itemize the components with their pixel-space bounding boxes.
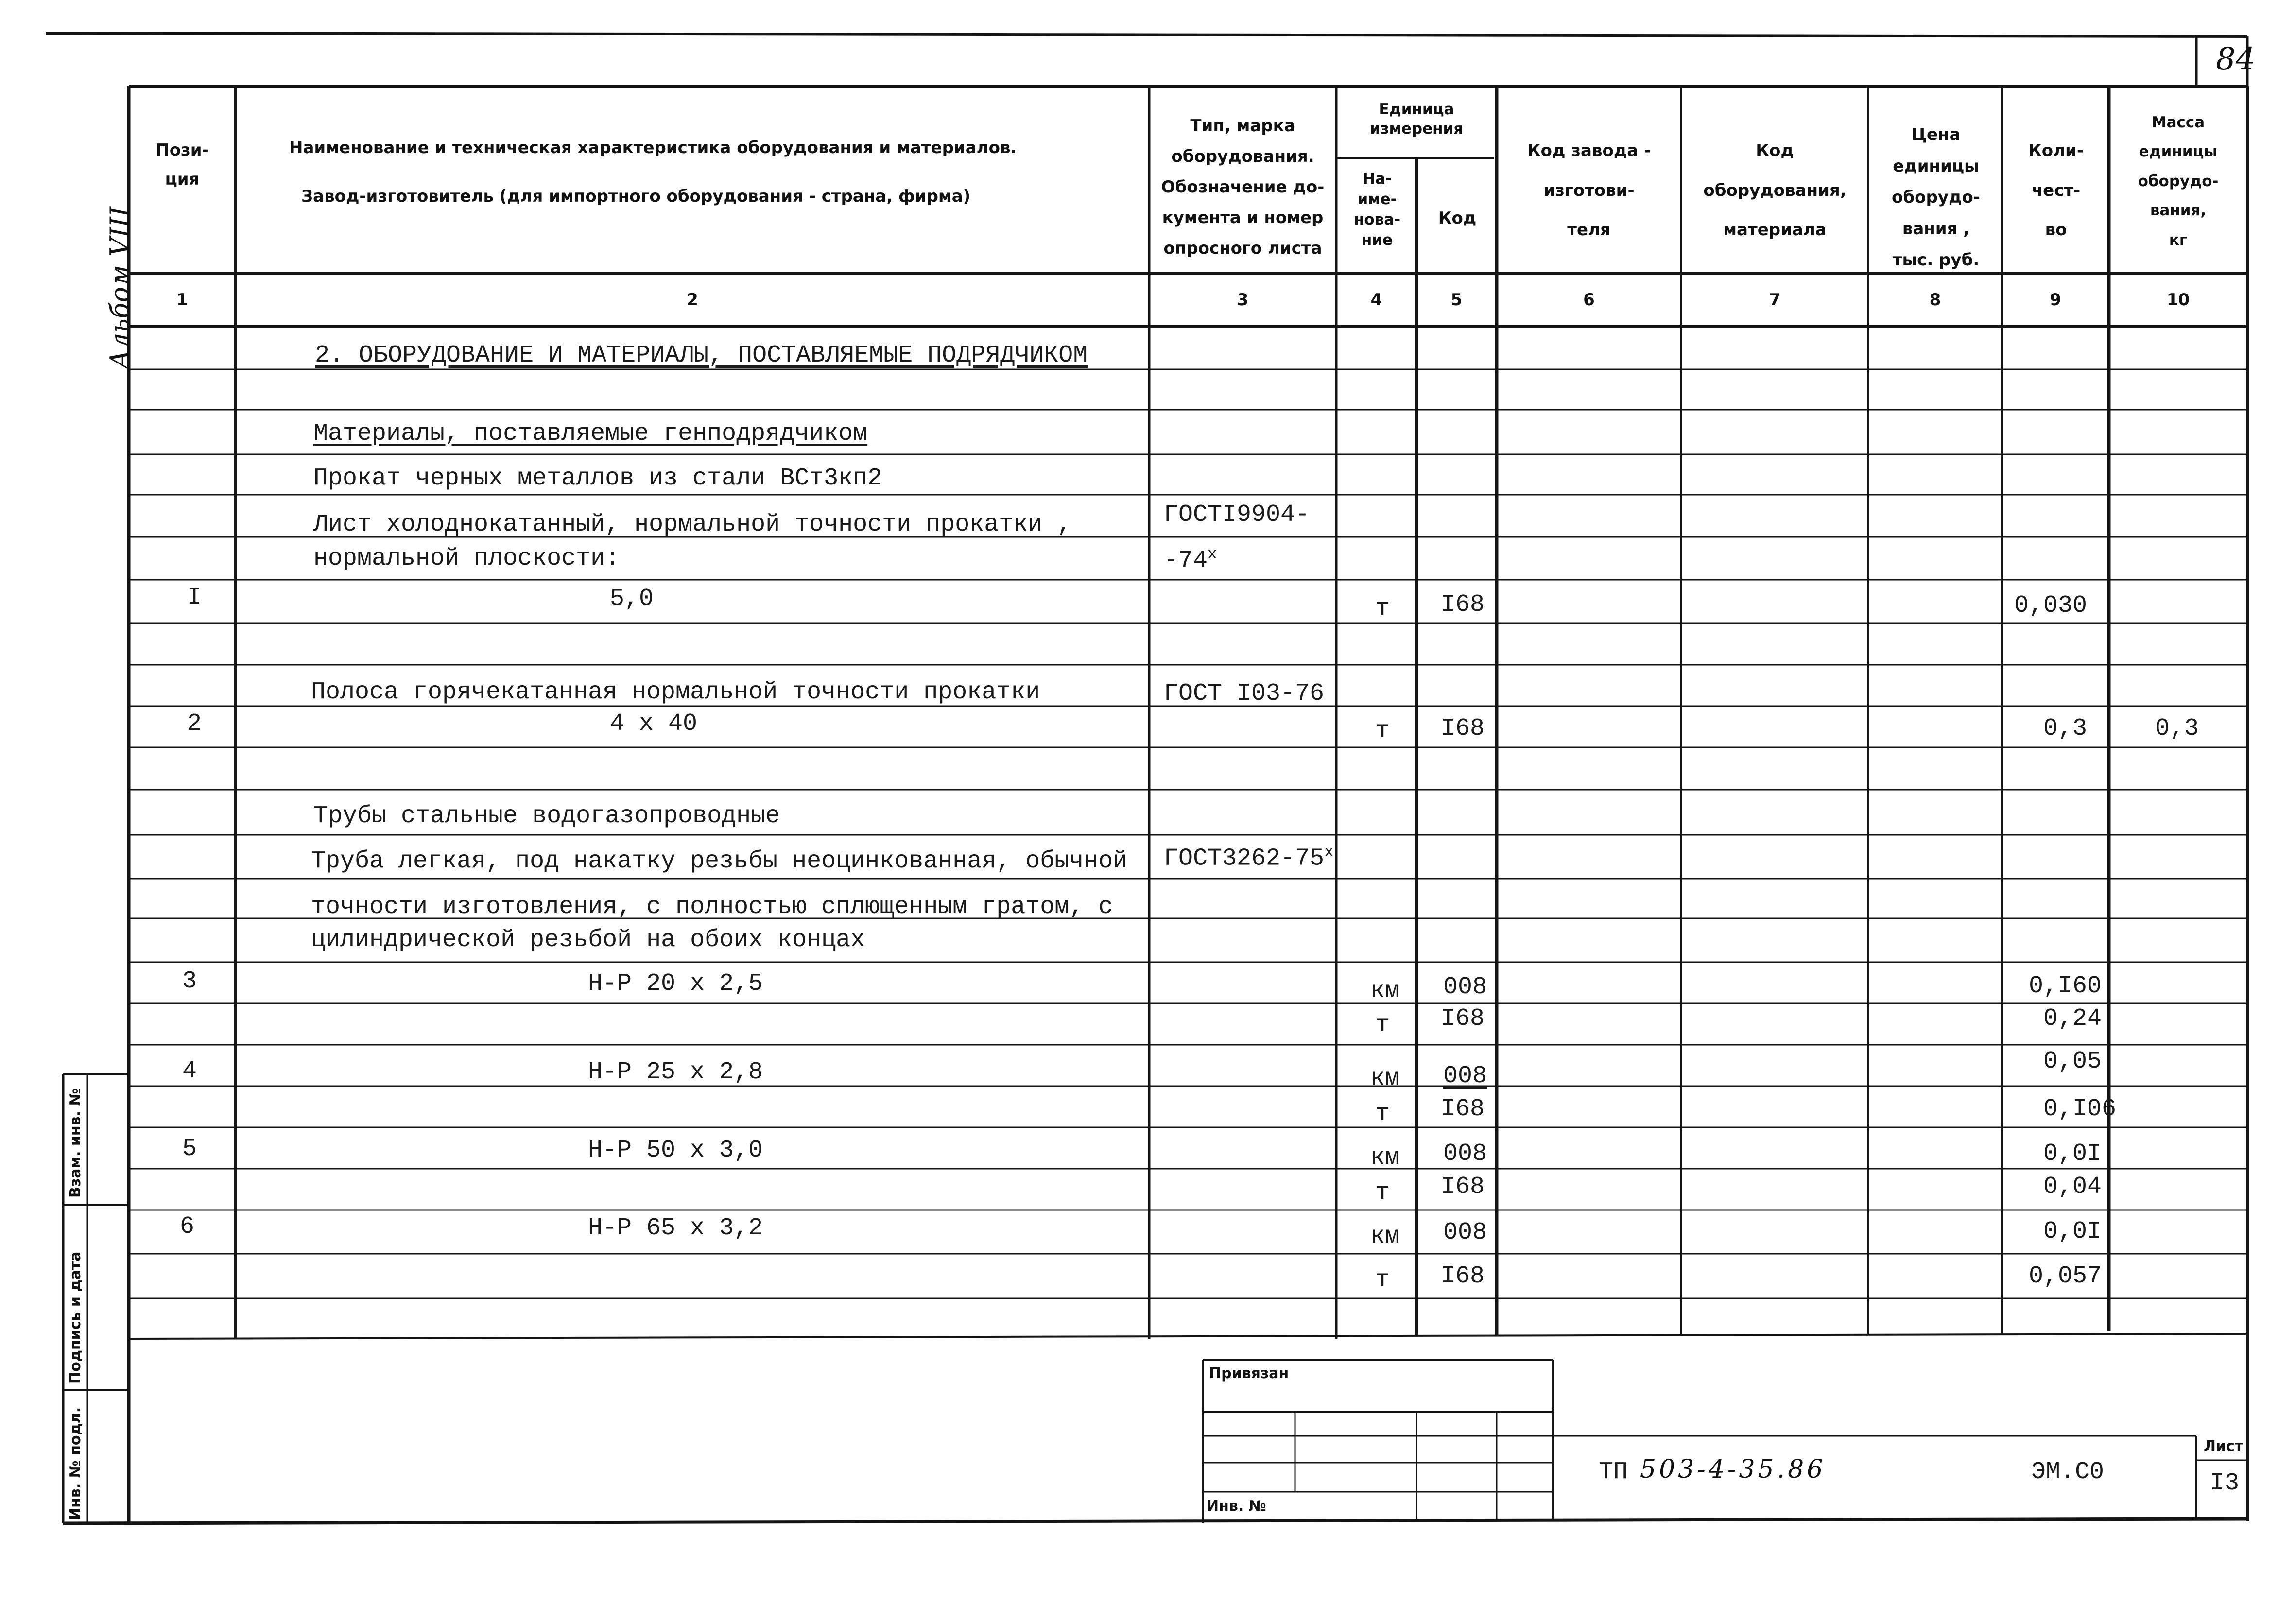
header-equipment-code: Код оборудования, материала: [1703, 141, 1847, 240]
col-number-1: 1: [176, 290, 188, 310]
polosa-gost: ГОСТ I03-76: [1164, 680, 1325, 708]
side-label-vzam-inv: Взам. инв. №: [67, 1088, 84, 1198]
header-type: Тип, марка оборудования. Обозначение до- кумента и номер опросного листа: [1161, 116, 1325, 258]
header-unit-name: На- име- нова- ние: [1353, 170, 1401, 249]
item3-qty-t: 0,24: [2043, 1005, 2102, 1033]
item2-mass: 0,3: [2155, 715, 2199, 743]
item4-unit-km: км: [1370, 1065, 1400, 1092]
page-number: 84: [2216, 41, 2256, 77]
item4-code-t: I68: [1441, 1095, 1485, 1123]
item5-unit-km: км: [1370, 1144, 1400, 1172]
item5-unit-t: т: [1375, 1179, 1390, 1207]
list-gost-2: -74$^x$: [1164, 545, 1217, 575]
item6-qty-t: 0,057: [2029, 1262, 2102, 1290]
side-label-podpis-data: Подпись и дата: [67, 1251, 84, 1384]
stamp-privyazan: Привязан: [1209, 1365, 1289, 1382]
item6-position: 6: [180, 1213, 195, 1241]
item6-unit-t: т: [1375, 1266, 1390, 1294]
item3-code-km: 008: [1443, 973, 1487, 1001]
col-number-5: 5: [1450, 290, 1463, 310]
prokat-heading: Прокат черных металлов из стали ВСт3кп2: [313, 465, 882, 492]
album-label: Альбом VIII: [104, 206, 135, 369]
stamp-inv-no: Инв. №: [1207, 1498, 1266, 1515]
item4-name: Н-Р 25 х 2,8: [588, 1058, 763, 1086]
header-plant-code: Код завода - изготови- теля: [1527, 141, 1651, 240]
header-quantity: Коли- чест- во: [2028, 141, 2084, 240]
stamp-sheet-label: Лист: [2204, 1438, 2244, 1455]
item5-position: 5: [182, 1135, 197, 1163]
item6-name: Н-Р 65 х 3,2: [588, 1214, 763, 1242]
col-number-8: 8: [1929, 290, 1941, 310]
header-position: Пози- ция: [155, 140, 209, 189]
item4-unit-t: т: [1375, 1100, 1390, 1128]
item3-unit-km: км: [1370, 977, 1400, 1005]
item2-qty: 0,3: [2043, 715, 2088, 743]
item2-code: I68: [1441, 715, 1485, 743]
col-number-3: 3: [1237, 290, 1249, 310]
truby-heading: Трубы стальные водогазопроводные: [313, 802, 780, 830]
item6-code-t: I68: [1441, 1262, 1485, 1290]
item2-position: 2: [187, 710, 202, 738]
col-number-4: 4: [1370, 290, 1382, 310]
item4-position: 4: [182, 1057, 197, 1085]
side-label-inv-podl: Инв. № подл.: [67, 1407, 84, 1520]
item6-qty-km: 0,0I: [2043, 1218, 2102, 1245]
item1-code: I68: [1441, 591, 1485, 619]
item5-code-km: 008: [1443, 1140, 1487, 1168]
stamp-doc-code: 503-4-35.86: [1640, 1455, 1826, 1484]
header-unit-group: Единица измерения: [1369, 101, 1464, 138]
item6-code-km: 008: [1443, 1219, 1487, 1246]
stamp-sheet-number: I3: [2210, 1469, 2240, 1497]
item3-unit-t: т: [1375, 1011, 1390, 1039]
stamp-doc-mark: ЭМ.С0: [2031, 1458, 2105, 1486]
item1-qty: 0,030: [2014, 592, 2088, 620]
item3-code-t: I68: [1441, 1005, 1485, 1033]
section-title: 2. ОБОРУДОВАНИЕ И МАТЕРИАЛЫ, ПОСТАВЛЯЕМЫЕ ПОДРЯДЧИКОМ: [315, 342, 1088, 369]
item2-name: 4 х 40: [610, 710, 698, 738]
item4-code-km: 008: [1443, 1062, 1487, 1090]
item5-qty-km: 0,0I: [2043, 1140, 2102, 1168]
header-name-line2: Завод-изготовитель (для импортного оборудования - страна, фирма): [301, 187, 971, 206]
item3-qty-km: 0,I60: [2029, 972, 2102, 1000]
item3-position: 3: [182, 968, 197, 995]
header-unit-price: Цена единицы оборудо- вания , тыс. руб.: [1892, 125, 1980, 270]
header-name-line1: Наименование и техническая характеристика оборудования и материалов.: [289, 138, 1017, 157]
polosa-heading: Полоса горячекатанная нормальной точности прокатки: [311, 678, 1040, 706]
col-number-10: 10: [2166, 290, 2190, 310]
truba-line-2: точности изготовления, с полностью сплющенным гратом, с: [311, 893, 1113, 921]
item6-unit-km: км: [1370, 1223, 1400, 1250]
item2-unit: т: [1375, 717, 1390, 745]
item3-name: Н-Р 20 х 2,5: [588, 970, 763, 998]
col-number-7: 7: [1769, 290, 1781, 310]
item1-unit: т: [1375, 595, 1390, 622]
list-gost-1: ГОСТI9904-: [1164, 501, 1310, 529]
item1-name: 5,0: [610, 585, 654, 613]
col-number-2: 2: [687, 290, 698, 310]
truba-gost: ГОСТ3262-75$^x$: [1164, 843, 1334, 873]
item4-qty-km: 0,05: [2043, 1048, 2102, 1075]
col-number-6: 6: [1583, 290, 1595, 310]
header-unit-code: Код: [1438, 208, 1477, 228]
item5-name: Н-Р 50 х 3,0: [588, 1137, 763, 1164]
truba-line-3: цилиндрической резьбой на обоих концах: [311, 926, 865, 954]
list-line-1: Лист холоднокатанный, нормальной точности прокатки ,: [313, 511, 1072, 538]
item5-qty-t: 0,04: [2043, 1173, 2102, 1201]
item1-position: I: [187, 584, 202, 611]
truba-line-1: Труба легкая, под накатку резьбы неоцинкованная, обычной: [311, 847, 1128, 875]
stamp-doc-prefix: ТП: [1599, 1458, 1628, 1486]
item5-code-t: I68: [1441, 1173, 1485, 1201]
item4-qty-t: 0,I06: [2043, 1095, 2117, 1123]
list-line-2: нормальной плоскости:: [313, 545, 620, 572]
col-number-9: 9: [2050, 290, 2061, 310]
subsection-title: Материалы, поставляемые генподрядчиком: [313, 420, 868, 448]
header-unit-mass: Масса единицы оборудо- вания, кг: [2138, 114, 2219, 249]
